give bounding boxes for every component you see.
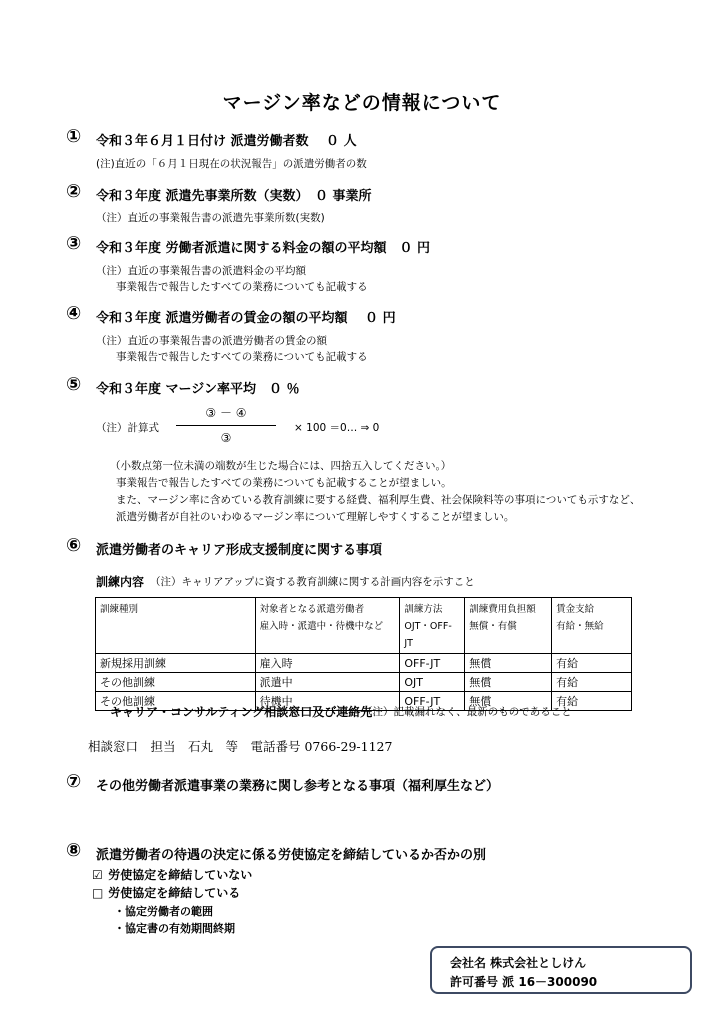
item-number-5: ⑤ xyxy=(66,374,82,395)
item-number-8: ⑧ xyxy=(66,840,82,861)
consulting-note: （注）記載漏れなく、最新のものであること xyxy=(362,706,572,718)
margin-note-1: （小数点第一位未満の端数が生じた場合には、四捨五入してください。） xyxy=(110,460,452,472)
margin-note-3: また、マージン率に含めている教育訓練に要する経費、福利厚生費、社会保険料等の事項についても示すなど、 xyxy=(116,494,641,506)
training-table-header xyxy=(96,598,632,654)
table-cell: OFF-JT xyxy=(400,654,465,673)
item-heading-2: 令和３年度 派遣先事業所数（実数） ０ 事業所 xyxy=(96,189,372,204)
table-cell: 有給 xyxy=(552,654,632,673)
page-title: マージン率などの情報について xyxy=(222,92,502,114)
table-cell: 有給 xyxy=(552,692,632,711)
training-table xyxy=(95,597,632,711)
item-heading-8: 派遣労働者の待遇の決定に係る労使協定を締結しているか否かの別 xyxy=(96,848,487,863)
formula-denominator: ③ xyxy=(220,431,232,445)
table-cell: その他訓練 xyxy=(96,692,256,711)
item-heading-7: その他労働者派遣事業の業務に関し参考となる事項（福利厚生など） xyxy=(96,779,500,794)
consulting-detail: 相談窓口 担当 石丸 等 電話番号 0766-29-1127 xyxy=(88,739,393,754)
table-row xyxy=(96,654,632,673)
table-cell: 無償 xyxy=(465,654,552,673)
item-note-3: （注）直近の事業報告書の派遣料金の平均額 xyxy=(96,265,306,277)
table-row xyxy=(96,673,632,692)
item-note-4: （注）直近の事業報告書の派遣労働者の賃金の額 xyxy=(96,335,327,347)
formula-label: （注）計算式 xyxy=(96,422,159,434)
item-number-1: ① xyxy=(66,126,82,147)
checkbox-empty-icon: □ xyxy=(92,886,104,900)
formula-tail: × 100 ＝0… ⇒ 0 xyxy=(294,422,380,434)
item-note-4b: 事業報告で報告したすべての業務についても記載する xyxy=(116,351,368,363)
item-note-1: (注)直近の「６月１日現在の状況報告」の派遣労働者の数 xyxy=(96,158,367,170)
checkbox-checked-icon: ☑ xyxy=(92,868,103,882)
table-cell: 有給 xyxy=(552,673,632,692)
option-not-concluded xyxy=(92,866,252,883)
item-note-3b: 事業報告で報告したすべての業務についても記載する xyxy=(116,281,368,293)
formula-fraction-bar xyxy=(176,425,276,426)
margin-note-2: 事業報告で報告したすべての業務についても記載することが望ましい。 xyxy=(116,477,452,489)
item-number-6: ⑥ xyxy=(66,535,82,556)
option-concluded xyxy=(92,884,240,901)
item-heading-3: 令和３年度 労働者派遣に関する料金の額の平均額 ０ 円 xyxy=(96,241,431,256)
item-number-3: ③ xyxy=(66,233,82,254)
table-cell: 無償 xyxy=(465,692,552,711)
table-cell: 雇入時 xyxy=(255,654,400,673)
formula-numerator: ③ － ④ xyxy=(205,406,247,420)
table-cell: OFF-JT xyxy=(400,692,465,711)
option-label: 労使協定を締結している xyxy=(108,886,241,900)
table-cell: 待機中 xyxy=(255,692,400,711)
header-cell: 賃金支給 有給・無給 xyxy=(552,598,632,654)
item-number-2: ② xyxy=(66,181,82,202)
margin-note-4: 派遣労働者が自社のいわゆるマージン率について理解しやすくすることが望ましい。 xyxy=(116,511,515,523)
option-label: 労使協定を締結していない xyxy=(108,868,253,882)
item-heading-6: 派遣労働者のキャリア形成支援制度に関する事項 xyxy=(96,543,383,558)
training-label: 訓練内容 xyxy=(96,575,145,589)
header-cell: 訓練方法 OJT・OFF-JT xyxy=(400,598,465,654)
table-cell: 無償 xyxy=(465,673,552,692)
item-heading-4: 令和３年度 派遣労働者の賃金の額の平均額 ０ 円 xyxy=(96,311,396,326)
item-number-4: ④ xyxy=(66,303,82,324)
table-cell: 新規採用訓練 xyxy=(96,654,256,673)
item-heading-1: 令和３年６月１日付け 派遣労働者数 ０ 人 xyxy=(96,134,357,149)
permit-number: 許可番号 派 16－300090 xyxy=(450,975,598,989)
header-cell: 訓練費用負担額 無償・有償 xyxy=(465,598,552,654)
training-note: （注）キャリアアップに資する教育訓練に関する計画内容を示すこと xyxy=(150,576,475,588)
item-note-2: （注）直近の事業報告書の派遣先事業所数(実数) xyxy=(96,212,325,224)
item-heading-5: 令和３年度 マージン率平均 ０ ％ xyxy=(96,382,300,397)
table-cell: その他訓練 xyxy=(96,673,256,692)
company-info-box xyxy=(430,946,692,994)
table-cell: 派遣中 xyxy=(255,673,400,692)
header-cell: 訓練種別 xyxy=(96,598,256,654)
header-cell: 対象者となる派遣労働者 雇入時・派遣中・待機中など xyxy=(255,598,400,654)
agreement-period: ・協定書の有効期間終期 xyxy=(114,922,235,935)
item-number-7: ⑦ xyxy=(66,771,82,792)
table-cell: OJT xyxy=(400,673,465,692)
consulting-heading: キャリア・コンサルティング相談窓口及び連絡先 xyxy=(110,705,373,719)
company-name: 会社名 株式会社としけん xyxy=(450,956,587,970)
agreement-scope: ・協定労働者の範囲 xyxy=(114,905,213,918)
